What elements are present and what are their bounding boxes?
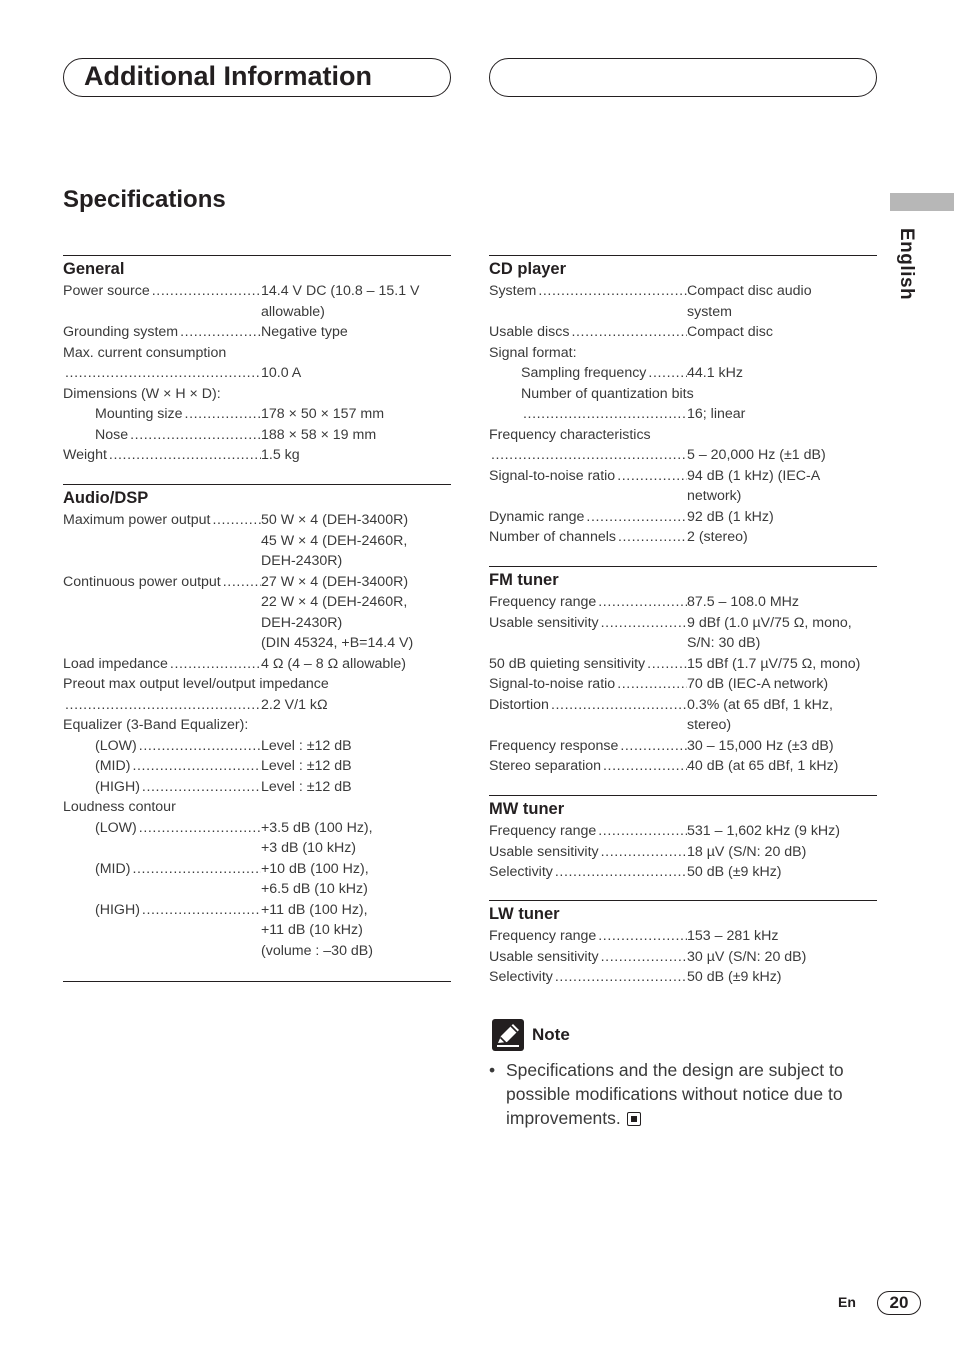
- spec-row: [63, 572, 451, 654]
- spec-row: [489, 322, 877, 343]
- spec-row: [489, 842, 877, 863]
- spec-value: 27 W × 4 (DEH-3400R) 22 W × 4 (DEH-2460R, DEH-2430R) (DIN 45324, +B=14.4 V): [261, 573, 414, 651]
- header-empty-frame: [489, 58, 877, 97]
- spec-label: [489, 404, 521, 425]
- spec-label: Stereo separation: [489, 758, 601, 774]
- dot-leader: [618, 736, 687, 757]
- spec-value: +11 dB (100 Hz), +11 dB (10 kHz) (volume : –30 dB): [261, 901, 373, 959]
- spec-value: Negative type: [261, 324, 348, 340]
- spec-row: [489, 343, 877, 364]
- spec-value: Level : ±12 dB: [261, 778, 352, 795]
- spec-label: Number of channels: [489, 529, 616, 545]
- spec-label: Selectivity: [489, 969, 553, 985]
- dot-leader: [107, 445, 261, 466]
- language-label: English: [896, 228, 917, 301]
- spec-value: 178 × 50 × 157 mm: [261, 406, 385, 422]
- spec-row: [489, 281, 877, 322]
- spec-label: Signal format:: [489, 344, 577, 361]
- note-body: Specifications and the design are subject to possible modifications without notice due to improvements.: [506, 1060, 844, 1128]
- spec-label: (MID): [95, 860, 131, 877]
- spec-label: (HIGH): [95, 778, 140, 795]
- section-title: General: [63, 260, 125, 278]
- spec-label: Dimensions (W × H × D):: [63, 385, 221, 402]
- spec-label: Distortion: [489, 696, 549, 713]
- dot-leader: [210, 510, 261, 572]
- spec-row: [63, 281, 451, 322]
- spec-row: [489, 654, 877, 675]
- spec-value: 9 dBf (1.0 µV/75 Ω, mono, S/N: 30 dB): [687, 614, 852, 651]
- spec-row: [489, 363, 877, 384]
- page-title: Specifications: [63, 186, 226, 213]
- spec-label: Load impedance: [63, 655, 168, 672]
- spec-label: Preout max output level/output impedance: [63, 676, 329, 692]
- spec-label: Signal-to-noise ratio: [489, 467, 616, 484]
- spec-value: 50 W × 4 (DEH-3400R) 45 W × 4 (DEH-2460R, DEH-2430R): [261, 512, 409, 569]
- dot-leader: [646, 363, 687, 384]
- dot-leader: [599, 613, 687, 654]
- dot-leader: [596, 926, 687, 947]
- spec-value: 2 (stereo): [687, 529, 748, 545]
- spec-label: (HIGH): [95, 901, 140, 918]
- dot-leader: [168, 654, 261, 675]
- spec-value: 40 dB (at 65 dBf, 1 kHz): [687, 758, 839, 774]
- dot-leader: [221, 572, 261, 654]
- spec-value: 531 – 1,602 kHz (9 kHz): [687, 823, 840, 839]
- spec-value: 15 dBf (1.7 µV/75 Ω, mono): [687, 655, 861, 672]
- dot-leader: [616, 527, 687, 548]
- dot-leader: [521, 404, 687, 425]
- language-tab-marker: [890, 193, 954, 211]
- note-pencil-icon: [492, 1019, 524, 1051]
- dot-leader: [549, 695, 687, 736]
- spec-label: System: [489, 283, 537, 299]
- spec-section-audio-dsp: [63, 484, 451, 982]
- spec-label: Sampling frequency: [521, 365, 647, 381]
- spec-row: [63, 797, 451, 818]
- dot-leader: [536, 281, 687, 322]
- spec-label: Weight: [63, 447, 107, 463]
- dot-leader: [63, 695, 261, 716]
- spec-row: [63, 695, 451, 716]
- spec-row: [63, 425, 451, 446]
- spec-label: Loudness contour: [63, 799, 176, 815]
- spec-value: 50 dB (±9 kHz): [687, 864, 782, 880]
- spec-label: Usable sensitivity: [489, 843, 599, 860]
- dot-leader: [140, 777, 261, 798]
- spec-row: [489, 695, 877, 736]
- spec-label: Usable sensitivity: [489, 948, 599, 965]
- spec-row: [63, 674, 451, 695]
- spec-value: 50 dB (±9 kHz): [687, 969, 782, 985]
- spec-label: Maximum power output: [63, 512, 211, 528]
- spec-row: [63, 859, 451, 900]
- spec-label: Frequency range: [489, 594, 597, 610]
- spec-row: [489, 947, 877, 968]
- spec-value: Level : ±12 dB: [261, 737, 352, 754]
- page-number: 20: [877, 1291, 921, 1315]
- spec-row: [63, 818, 451, 859]
- footer-language: En: [838, 1294, 856, 1310]
- spec-label: Frequency range: [489, 823, 597, 839]
- spec-label: (LOW): [95, 737, 137, 754]
- dot-leader: [489, 445, 687, 466]
- spec-value: 18 µV (S/N: 20 dB): [687, 843, 807, 860]
- dot-leader: [63, 363, 261, 384]
- spec-row: [63, 777, 451, 798]
- spec-row: [63, 510, 451, 572]
- dot-leader: [599, 947, 687, 968]
- spec-row: [489, 967, 877, 988]
- spec-label: Usable sensitivity: [489, 614, 599, 631]
- dot-leader: [596, 821, 687, 842]
- spec-label: Frequency range: [489, 928, 597, 944]
- spec-label: Dynamic range: [489, 508, 585, 525]
- spec-value: 44.1 kHz: [687, 365, 743, 381]
- spec-row: [63, 404, 451, 425]
- spec-value: Level : ±12 dB: [261, 758, 352, 774]
- dot-leader: [178, 322, 261, 343]
- spec-value: 30 – 15,000 Hz (±3 dB): [687, 737, 834, 754]
- dot-leader: [553, 862, 687, 883]
- dot-leader: [645, 654, 687, 675]
- spec-row: [489, 527, 877, 548]
- spec-row: [63, 654, 451, 675]
- section-title: FM tuner: [489, 571, 559, 589]
- spec-row: [489, 862, 877, 883]
- spec-value: 153 – 281 kHz: [687, 928, 779, 944]
- spec-value: 10.0 A: [261, 365, 302, 381]
- spec-value: 1.5 kg: [261, 447, 300, 463]
- dot-leader: [140, 900, 261, 962]
- spec-row: [489, 384, 877, 405]
- end-of-section-icon: [627, 1112, 641, 1126]
- spec-value: +3.5 dB (100 Hz), +3 dB (10 kHz): [261, 819, 373, 856]
- spec-label: Nose: [95, 426, 129, 443]
- spec-section-mw-tuner: [489, 795, 877, 899]
- dot-leader: [137, 818, 261, 859]
- spec-row: [63, 322, 451, 343]
- spec-row: [63, 756, 451, 777]
- spec-label: Equalizer (3-Band Equalizer):: [63, 717, 249, 733]
- spec-row: [63, 343, 451, 364]
- spec-row: [489, 466, 877, 507]
- spec-value: 70 dB (IEC-A network): [687, 676, 829, 692]
- spec-row: [489, 821, 877, 842]
- spec-value: +10 dB (100 Hz), +6.5 dB (10 kHz): [261, 860, 369, 897]
- spec-row: [63, 736, 451, 757]
- section-title: LW tuner: [489, 905, 560, 923]
- spec-label: Grounding system: [63, 324, 179, 340]
- section-title: MW tuner: [489, 800, 565, 818]
- spec-value: 188 × 58 × 19 mm: [261, 426, 377, 443]
- dot-leader: [128, 425, 261, 446]
- spec-row: [489, 404, 877, 425]
- spec-row: [489, 736, 877, 757]
- dot-leader: [183, 404, 261, 425]
- spec-row: [63, 715, 451, 736]
- spec-row: [63, 363, 451, 384]
- dot-leader: [150, 281, 261, 322]
- spec-label: Usable discs: [489, 324, 570, 340]
- spec-value: 5 – 20,000 Hz (±1 dB): [687, 447, 826, 463]
- dot-leader: [599, 842, 687, 863]
- spec-row: [489, 592, 877, 613]
- spec-label: Continuous power output: [63, 573, 221, 590]
- spec-value: 14.4 V DC (10.8 – 15.1 V allowable): [261, 283, 420, 320]
- dot-leader: [615, 466, 687, 507]
- dot-leader: [137, 736, 261, 757]
- spec-label: (LOW): [95, 819, 137, 836]
- spec-section-general: [63, 255, 451, 483]
- section-title: CD player: [489, 260, 567, 278]
- spec-value: 2.2 V/1 kΩ: [261, 696, 328, 713]
- note-text: [489, 1058, 877, 1130]
- spec-value: 92 dB (1 kHz): [687, 508, 774, 525]
- spec-label: Selectivity: [489, 864, 553, 880]
- spec-label: (MID): [95, 758, 131, 774]
- spec-value: 0.3% (at 65 dBf, 1 kHz, stereo): [687, 696, 833, 733]
- spec-label: 50 dB quieting sensitivity: [489, 655, 646, 672]
- spec-value: 87.5 – 108.0 MHz: [687, 594, 799, 610]
- dot-leader: [584, 507, 687, 528]
- section-title: Audio/DSP: [63, 489, 149, 507]
- spec-label: Frequency characteristics: [489, 426, 651, 443]
- spec-label: Frequency response: [489, 737, 619, 754]
- bullet: •: [489, 1060, 496, 1080]
- spec-row: [489, 756, 877, 777]
- spec-value: 4 Ω (4 – 8 Ω allowable): [261, 655, 407, 672]
- spec-value: 16; linear: [687, 406, 746, 422]
- spec-row: [489, 926, 877, 947]
- dot-leader: [130, 756, 261, 777]
- spec-row: [489, 613, 877, 654]
- spec-label: Max. current consumption: [63, 344, 227, 361]
- spec-label: Power source: [63, 283, 150, 299]
- spec-section-lw-tuner: [489, 900, 877, 991]
- spec-value: 94 dB (1 kHz) (IEC-A network): [687, 467, 821, 504]
- spec-label: Mounting size: [95, 406, 183, 422]
- dot-leader: [553, 967, 687, 988]
- dot-leader: [596, 592, 687, 613]
- spec-row: [489, 507, 877, 528]
- note-label: Note: [532, 1025, 570, 1044]
- dot-leader: [130, 859, 261, 900]
- spec-value: 30 µV (S/N: 20 dB): [687, 948, 807, 965]
- spec-value: Compact disc: [687, 324, 773, 340]
- dot-leader: [601, 756, 687, 777]
- spec-row: [63, 384, 451, 405]
- spec-row: [63, 445, 451, 466]
- spec-row: [489, 445, 877, 466]
- spec-section-cd-player: [489, 255, 877, 563]
- dot-leader: [569, 322, 687, 343]
- spec-section-fm-tuner: [489, 566, 877, 793]
- spec-row: [489, 674, 877, 695]
- spec-label: Number of quantization bits: [521, 385, 694, 402]
- spec-row: [63, 900, 451, 962]
- header-title: Additional Information: [84, 61, 372, 91]
- spec-value: Compact disc audio system: [687, 283, 812, 320]
- dot-leader: [615, 674, 687, 695]
- spec-row: [489, 425, 877, 446]
- spec-label: Signal-to-noise ratio: [489, 676, 616, 692]
